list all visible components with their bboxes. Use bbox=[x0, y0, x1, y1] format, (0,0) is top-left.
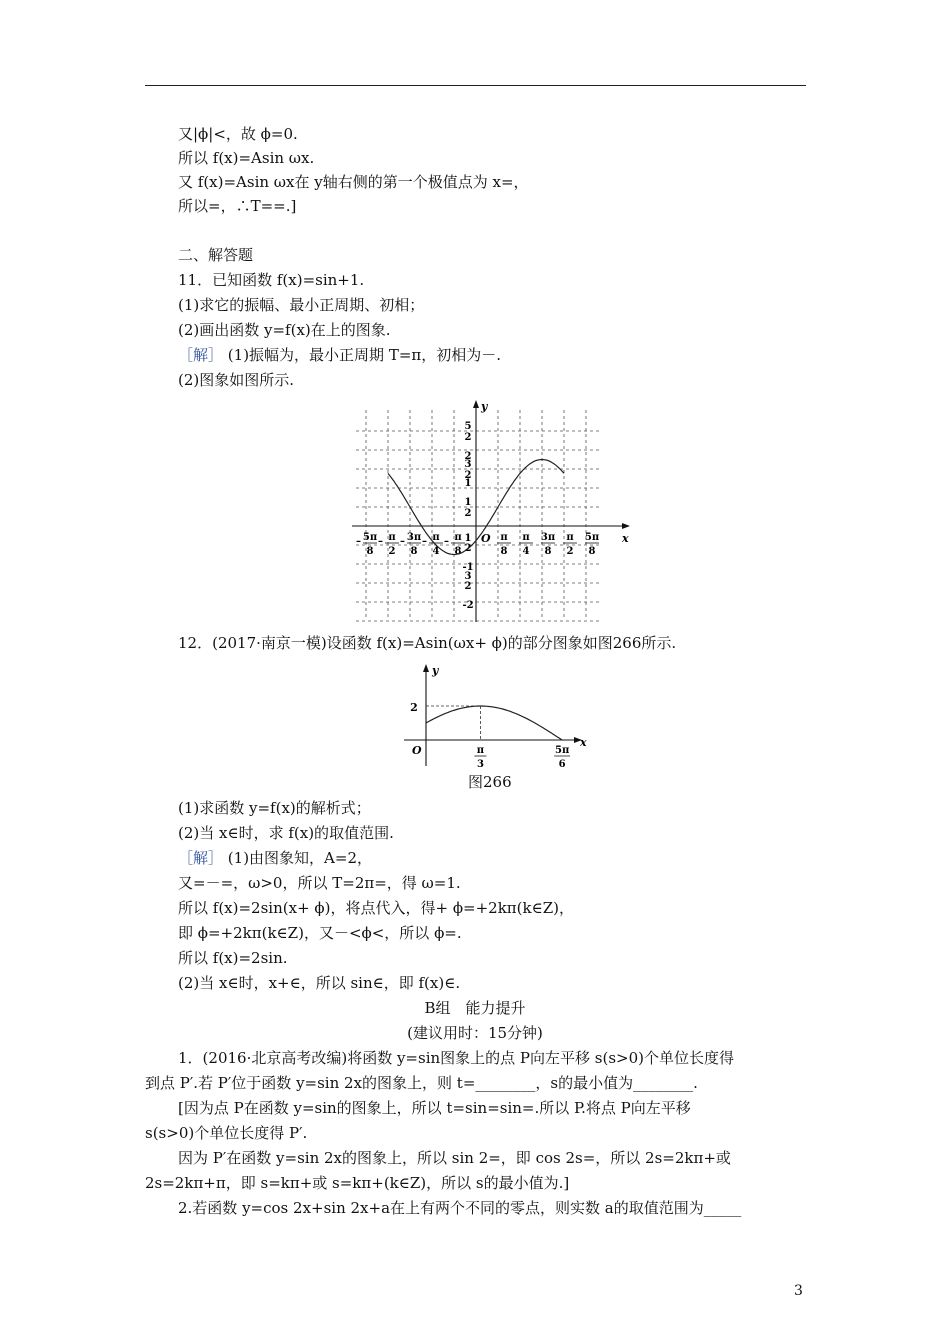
b1-line: 2s=2kπ+π，即 s=kπ+或 s=kπ+(k∈Z)，所以 s的最小值为.] bbox=[145, 1174, 570, 1192]
x-tick-denominator: 8 bbox=[366, 546, 374, 557]
x-axis-label: x bbox=[622, 532, 629, 545]
q12-part2: (2)当 x∈时，求 f(x)的取值范围. bbox=[178, 824, 394, 842]
x-tick-denominator: 4 bbox=[522, 546, 530, 557]
b1-line: 1．(2016·北京高考改编)将函数 y=sin图象上的点 P向左平移 s(s>0)个单位长度得 bbox=[178, 1049, 734, 1067]
x-tick-minus: – bbox=[356, 536, 361, 547]
x-tick-denominator: 6 bbox=[558, 759, 566, 770]
x-axis-label: x bbox=[580, 736, 587, 749]
x-tick-numerator: π bbox=[500, 532, 508, 543]
x-tick-minus: – bbox=[422, 536, 427, 547]
x-tick-denominator: 4 bbox=[432, 546, 440, 557]
y-tick-numerator: 1 bbox=[464, 533, 472, 544]
x-tick-denominator: 8 bbox=[588, 546, 596, 557]
y-tick-denominator: 2 bbox=[464, 470, 472, 481]
x-tick-numerator: π bbox=[566, 532, 574, 543]
x-tick-numerator: 3π bbox=[406, 532, 422, 543]
q12-ans-line: 即 ϕ=+2kπ(k∈Z)，又－<ϕ<，所以 ϕ=. bbox=[178, 924, 462, 942]
y-tick-denominator: 2 bbox=[464, 543, 472, 554]
page-number: 3 bbox=[794, 1283, 803, 1299]
b1-line: [因为点 P在函数 y=sin的图象上，所以 t=sin=sin=.所以 P.将点 P向左平移 bbox=[178, 1099, 691, 1117]
q11-ans1: (1)振幅为，最小正周期 T=π，初相为－. bbox=[227, 346, 502, 364]
y-axis-label: y bbox=[481, 400, 488, 413]
y-tick-denominator: 2 bbox=[464, 581, 472, 592]
y-axis-label: y bbox=[432, 664, 439, 677]
q12-ans-line: (2)当 x∈时，x+∈，所以 sin∈，即 f(x)∈. bbox=[178, 974, 461, 992]
origin-label: O bbox=[481, 532, 491, 545]
q11-part1: (1)求它的振幅、最小正周期、初相； bbox=[178, 296, 425, 314]
x-tick-numerator: π bbox=[522, 532, 530, 543]
x-tick-numerator: π bbox=[388, 532, 396, 543]
text-line: 所以=，∴T==.] bbox=[178, 197, 297, 215]
x-tick-denominator: 8 bbox=[454, 546, 462, 557]
x-axis-arrow bbox=[622, 523, 630, 529]
x-tick-denominator: 8 bbox=[500, 546, 508, 557]
y-axis-arrow bbox=[423, 664, 429, 672]
solution-marker: ［解］ bbox=[178, 346, 224, 364]
q12-stem: 12．(2017·南京一模)设函数 f(x)=Asin(ωx+ ϕ)的部分图象如图266所示. bbox=[178, 634, 677, 652]
x-tick-numerator: 5π bbox=[554, 745, 570, 756]
q12-part1: (1)求函数 y=f(x)的解析式； bbox=[178, 799, 371, 817]
q11-stem: 11．已知函数 f(x)=sin+1. bbox=[178, 271, 365, 289]
q11-answer-1 bbox=[178, 345, 501, 365]
group-b-title: B组 能力提升 bbox=[424, 999, 526, 1017]
x-tick-numerator: 5π bbox=[362, 532, 378, 543]
group-b-time: (建议用时：15分钟) bbox=[407, 1024, 543, 1042]
y-tick-numerator: 3 bbox=[464, 571, 472, 582]
x-tick-denominator: 2 bbox=[566, 546, 574, 557]
text-line: 又 f(x)=Asin ωx在 y轴右侧的第一个极值点为 x=， bbox=[178, 173, 529, 191]
y-tick-numerator: 3 bbox=[464, 459, 472, 470]
b1-line: 因为 P′在函数 y=sin 2x的图象上，所以 sin 2=，即 cos 2s=，所以 2s=2kπ+或 bbox=[178, 1149, 731, 1167]
b1-line: 到点 P′.若 P′位于函数 y=sin 2x的图象上，则 t=________，s的最小值为________. bbox=[145, 1074, 698, 1092]
x-tick-numerator: π bbox=[432, 532, 440, 543]
b1-line: s(s>0)个单位长度得 P′. bbox=[145, 1124, 308, 1142]
header-rule bbox=[145, 85, 806, 86]
y-tick-denominator: 2 bbox=[464, 508, 472, 519]
text-line: 又|ϕ|<，故 ϕ=0. bbox=[178, 125, 298, 143]
y-tick-numerator: 1 bbox=[464, 478, 472, 489]
y-tick-denominator: 2 bbox=[464, 451, 472, 462]
y-tick-denominator: -2 bbox=[462, 600, 474, 611]
origin-label: O bbox=[412, 744, 422, 757]
x-tick-numerator: 5π bbox=[584, 532, 600, 543]
solution-marker: ［解］ bbox=[178, 849, 224, 867]
q12-ans-first: (1)由图象知，A=2， bbox=[227, 849, 372, 867]
x-tick-numerator: π bbox=[454, 532, 462, 543]
x-tick-minus: – bbox=[378, 536, 383, 547]
y-tick-denominator: -1 bbox=[462, 562, 474, 573]
q11-ans2: (2)图象如图所示. bbox=[178, 371, 295, 389]
x-tick-denominator: 8 bbox=[544, 546, 552, 557]
y-axis-arrow bbox=[473, 400, 479, 408]
x-tick-numerator: π bbox=[476, 745, 485, 756]
partial-graph-figure bbox=[396, 662, 592, 770]
q12-ans-line: 又=－=，ω>0，所以 T=2π=，得 ω=1. bbox=[178, 874, 461, 892]
x-tick-minus: – bbox=[400, 536, 405, 547]
sine-curve bbox=[426, 706, 562, 740]
text-line: 所以 f(x)=Asin ωx. bbox=[178, 149, 315, 167]
b2-line: 2.若函数 y=cos 2x+sin 2x+a在上有两个不同的零点，则实数 a的取值范围为_____ bbox=[178, 1199, 742, 1217]
sine-graph-figure bbox=[340, 398, 640, 626]
q12-answer-1 bbox=[178, 848, 372, 868]
y-tick-label: 2 bbox=[410, 701, 418, 714]
x-tick-denominator: 3 bbox=[476, 759, 484, 770]
x-tick-numerator: 3π bbox=[540, 532, 556, 543]
q12-ans-line: 所以 f(x)=2sin(x+ ϕ)，将点代入，得+ ϕ=+2kπ(k∈Z)， bbox=[178, 899, 574, 917]
y-tick-denominator: 2 bbox=[464, 432, 472, 443]
x-tick-denominator: 2 bbox=[388, 546, 396, 557]
y-tick-numerator: 1 bbox=[464, 497, 472, 508]
q12-ans-line: 所以 f(x)=2sin. bbox=[178, 949, 288, 967]
y-tick-numerator: 5 bbox=[464, 421, 472, 432]
x-tick-denominator: 8 bbox=[410, 546, 418, 557]
q11-part2: (2)画出函数 y=f(x)在上的图象. bbox=[178, 321, 391, 339]
x-tick-minus: – bbox=[444, 536, 449, 547]
section-heading: 二、解答题 bbox=[178, 246, 254, 264]
figure-caption: 图266 bbox=[468, 773, 512, 791]
